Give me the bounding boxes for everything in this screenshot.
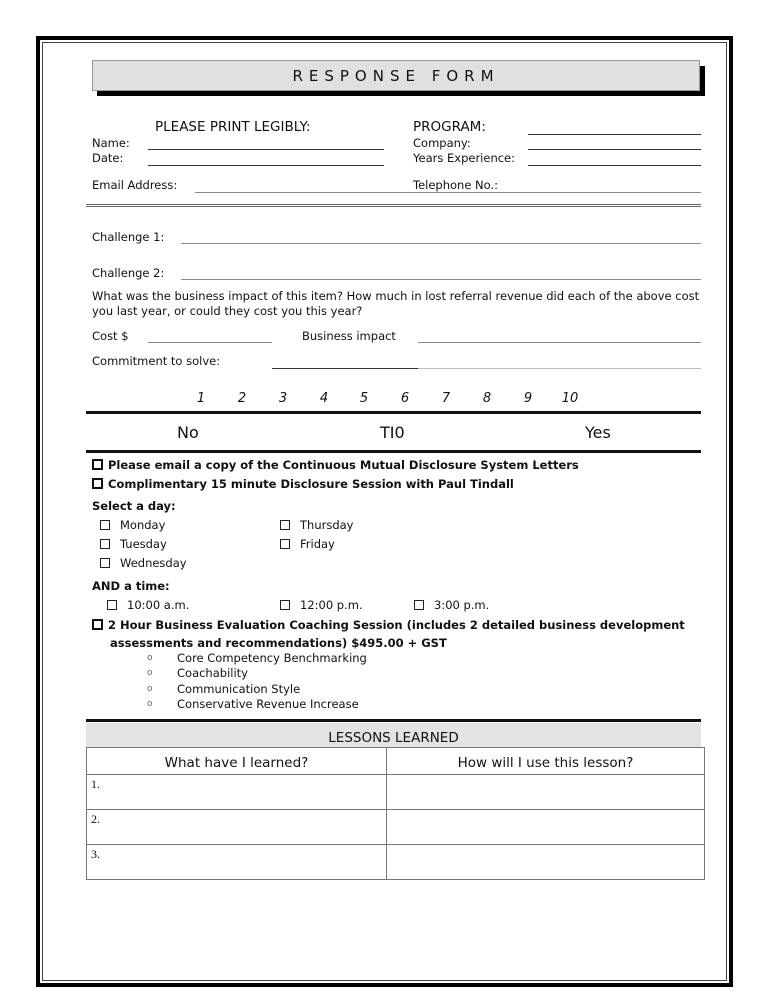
checkbox-icon[interactable] — [100, 520, 110, 530]
scale-4[interactable]: 4 — [319, 391, 329, 406]
date-field[interactable] — [148, 165, 384, 166]
commitment-field[interactable] — [272, 368, 418, 369]
commitment-label: Commitment to solve: — [92, 354, 221, 368]
coaching-item: o Coachability — [147, 666, 248, 680]
scale-9[interactable]: 9 — [523, 391, 533, 406]
complimentary-session-option[interactable]: Complimentary 15 minute Disclosure Session with Paul Tindall — [92, 477, 514, 491]
time-option-10am[interactable]: 10:00 a.m. — [107, 598, 189, 612]
checkbox-icon[interactable] — [280, 539, 290, 549]
scale-8[interactable]: 8 — [482, 391, 492, 406]
scale-7[interactable]: 7 — [441, 391, 451, 406]
scale-3[interactable]: 3 — [278, 391, 288, 406]
coaching-session-option[interactable]: 2 Hour Business Evaluation Coaching Session (includes 2 detailed business development — [92, 618, 685, 632]
day-option-wednesday[interactable]: Wednesday — [100, 556, 187, 570]
lessons-heading: LESSONS LEARNED — [328, 730, 459, 746]
email-label: Email Address: — [92, 178, 178, 192]
checkbox-icon[interactable] — [92, 619, 103, 630]
challenge-1-field[interactable] — [181, 243, 701, 244]
telephone-field[interactable] — [413, 192, 701, 193]
lessons-heading-bar — [86, 723, 701, 747]
commitment-field-extension — [418, 368, 701, 369]
checkbox-icon[interactable] — [100, 539, 110, 549]
lessons-table — [86, 747, 705, 880]
select-day-label: Select a day: — [92, 499, 176, 513]
name-label: Name: — [92, 136, 130, 150]
scale-mid-label: TI0 — [380, 423, 405, 442]
day-option-tuesday[interactable]: Tuesday — [100, 537, 167, 551]
lessons-header-row — [87, 748, 705, 775]
company-label: Company: — [413, 136, 471, 150]
checkbox-icon[interactable] — [107, 600, 117, 610]
coaching-item: o Core Competency Benchmarking — [147, 651, 367, 665]
program-label: PROGRAM: — [413, 119, 486, 135]
business-impact-label: Business impact — [302, 329, 396, 343]
use-cell[interactable] — [387, 845, 705, 880]
bullet-icon: o — [147, 699, 153, 709]
section-divider — [86, 204, 701, 207]
day-option-thursday[interactable]: Thursday — [280, 518, 353, 532]
bullet-icon: o — [147, 668, 153, 678]
column-header-learned: What have I learned? — [87, 748, 387, 775]
business-impact-field[interactable] — [418, 342, 701, 343]
day-option-friday[interactable]: Friday — [280, 537, 335, 551]
title-banner — [92, 60, 700, 91]
print-legibly-instruction: PLEASE PRINT LEGIBLY: — [155, 119, 311, 135]
challenge-1-label: Challenge 1: — [92, 230, 165, 244]
years-experience-label: Years Experience: — [413, 151, 516, 165]
coaching-item: o Conservative Revenue Increase — [147, 697, 359, 711]
learned-cell[interactable]: 2. — [87, 810, 387, 845]
years-experience-field[interactable] — [528, 165, 701, 166]
checkbox-icon[interactable] — [414, 600, 424, 610]
coaching-item: o Communication Style — [147, 682, 301, 696]
cost-field[interactable] — [148, 342, 272, 343]
challenge-2-label: Challenge 2: — [92, 266, 165, 280]
cost-label: Cost $ — [92, 329, 129, 343]
learned-cell[interactable]: 1. — [87, 775, 387, 810]
checkbox-icon[interactable] — [92, 478, 103, 489]
checkbox-icon[interactable] — [280, 520, 290, 530]
email-copy-option[interactable]: Please email a copy of the Continuous Mutual Disclosure System Letters — [92, 458, 579, 472]
scale-2[interactable]: 2 — [237, 391, 247, 406]
email-field[interactable] — [195, 192, 413, 193]
checkbox-icon[interactable] — [92, 459, 103, 470]
scale-10[interactable]: 10 — [561, 391, 579, 406]
scale-rule-top — [86, 411, 701, 414]
scale-5[interactable]: 5 — [359, 391, 369, 406]
scale-rule-bottom — [86, 450, 701, 453]
scale-1[interactable]: 1 — [196, 391, 206, 406]
page-title: RESPONSE FORM — [292, 66, 500, 85]
use-cell[interactable] — [387, 810, 705, 845]
telephone-label: Telephone No.: — [413, 178, 499, 192]
program-field[interactable] — [528, 134, 701, 135]
business-impact-question: What was the business impact of this item? How much in lost referral revenue did each of the above cost you last year, or could they cost you this year? — [92, 289, 700, 318]
bullet-icon: o — [147, 684, 153, 694]
checkbox-icon[interactable] — [100, 558, 110, 568]
checkbox-icon[interactable] — [280, 600, 290, 610]
table-row — [87, 810, 705, 845]
scale-high-label: Yes — [585, 423, 611, 442]
name-field[interactable] — [148, 149, 384, 150]
scale-low-label: No — [177, 423, 199, 442]
scale-6[interactable]: 6 — [400, 391, 410, 406]
coaching-session-detail: assessments and recommendations) $495.00 + GST — [110, 636, 447, 650]
day-option-monday[interactable]: Monday — [100, 518, 165, 532]
challenge-2-field[interactable] — [181, 279, 701, 280]
time-option-3pm[interactable]: 3:00 p.m. — [414, 598, 489, 612]
use-cell[interactable] — [387, 775, 705, 810]
table-row — [87, 775, 705, 810]
bullet-icon: o — [147, 653, 153, 663]
company-field[interactable] — [528, 149, 701, 150]
table-row — [87, 845, 705, 880]
lessons-rule — [86, 719, 701, 722]
time-label: AND a time: — [92, 579, 170, 593]
learned-cell[interactable]: 3. — [87, 845, 387, 880]
column-header-use: How will I use this lesson? — [387, 748, 705, 775]
date-label: Date: — [92, 151, 124, 165]
time-option-12pm[interactable]: 12:00 p.m. — [280, 598, 363, 612]
